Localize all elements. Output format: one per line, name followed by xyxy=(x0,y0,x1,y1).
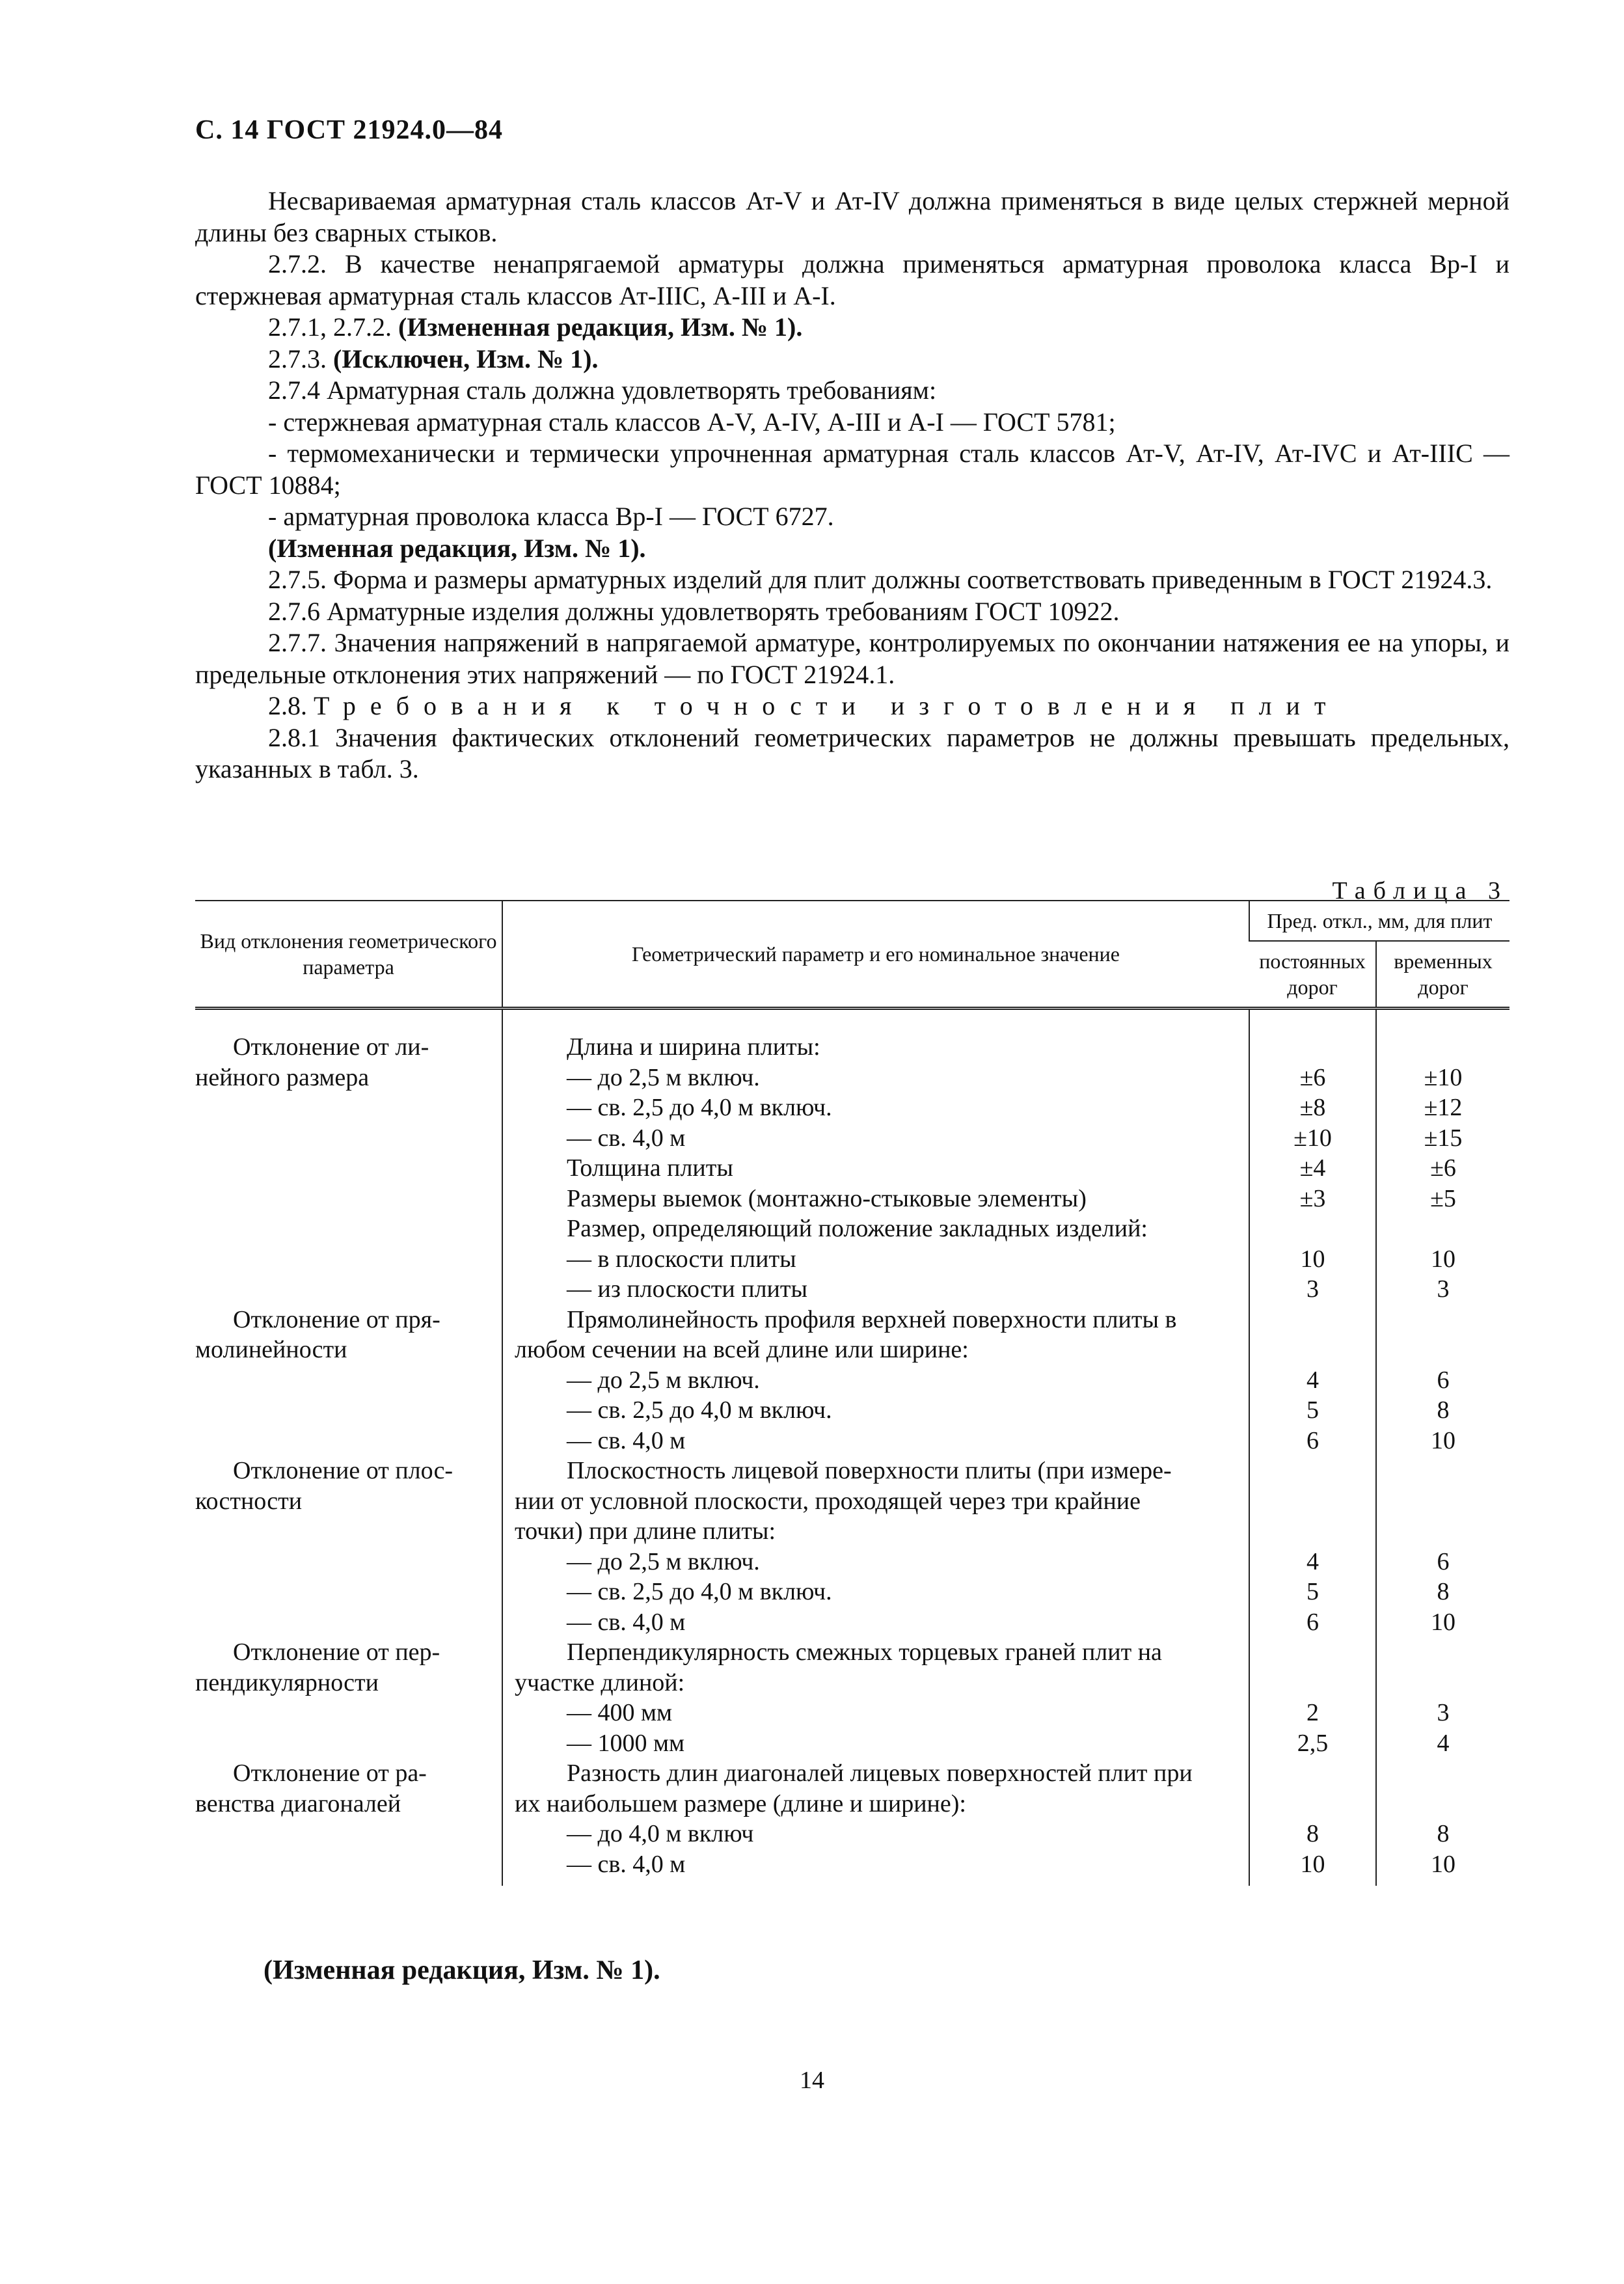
parameter-line: — до 4,0 м включ xyxy=(567,1820,754,1847)
table-row xyxy=(195,1009,1509,1305)
parameter-line: Размеры выемок (монтажно-стыковые элементы) xyxy=(567,1184,1087,1212)
permanent-value: ±3 xyxy=(1299,1184,1326,1212)
parameter-line: — св. 2,5 до 4,0 м включ. xyxy=(567,1094,832,1121)
parameter-line: Разность длин диагоналей лицевых поверхностей плит при xyxy=(567,1760,1193,1787)
deviation-kind-line: Отклонение от ра- xyxy=(233,1760,427,1787)
temporary-roads-cell xyxy=(1376,1305,1509,1456)
permanent-value xyxy=(1250,1335,1375,1365)
deviation-kind-cell xyxy=(195,1456,502,1637)
temporary-value: 10 xyxy=(1431,1245,1455,1273)
table-row xyxy=(195,1456,1509,1637)
body-text xyxy=(195,185,1509,785)
header-temporary: временных дорог xyxy=(1376,941,1509,1009)
parameter-line: — св. 4,0 м xyxy=(567,1850,686,1878)
amendment-note: (Изменная редакция, Изм. № 1). xyxy=(268,533,646,563)
table-row xyxy=(195,1305,1509,1456)
temporary-roads-cell xyxy=(1376,1637,1509,1758)
deviation-kind-line: Отклонение от плос- xyxy=(233,1457,453,1484)
temporary-value xyxy=(1377,1486,1509,1517)
parameter-line: Плоскостность лицевой поверхности плиты (при измере- xyxy=(567,1457,1172,1484)
deviation-kind-line: нейного размера xyxy=(195,1063,370,1091)
permanent-value: 4 xyxy=(1306,1547,1319,1575)
temporary-value: 10 xyxy=(1431,1850,1455,1878)
paragraph-prefix: 2.7.3. xyxy=(268,344,333,374)
list-item: - арматурная проволока класса Вр-I — ГОСТ 6727. xyxy=(268,502,834,531)
table-body xyxy=(195,1009,1509,1886)
parameter-line: — св. 2,5 до 4,0 м включ. xyxy=(567,1578,832,1605)
header-limits: Пред. откл., мм, для плит xyxy=(1249,901,1509,941)
temporary-value: ±12 xyxy=(1424,1094,1463,1121)
temporary-value xyxy=(1377,1516,1509,1547)
temporary-value xyxy=(1377,1637,1509,1668)
permanent-value xyxy=(1250,1305,1375,1335)
paragraph xyxy=(195,312,1509,344)
table-caption: Таблица 3 xyxy=(1332,877,1508,904)
deviation-kind-cell xyxy=(195,1305,502,1456)
permanent-value xyxy=(1250,1758,1375,1789)
paragraph xyxy=(195,344,1509,375)
paragraph: 2.7.5. Форма и размеры арматурных изделий для плит должны соответствовать приведенным в ГОСТ 21924.3. xyxy=(268,565,1493,594)
temporary-value xyxy=(1377,1456,1509,1486)
permanent-value xyxy=(1250,1789,1375,1819)
permanent-value: 3 xyxy=(1306,1275,1319,1303)
deviation-kind-line: Отклонение от пер- xyxy=(233,1638,440,1666)
permanent-value xyxy=(1250,1516,1375,1547)
deviation-kind-line: пендикулярности xyxy=(195,1668,379,1696)
temporary-value: 8 xyxy=(1437,1396,1450,1424)
permanent-value: 6 xyxy=(1306,1608,1319,1636)
permanent-value: 5 xyxy=(1306,1578,1319,1605)
parameter-line: Размер, определяющий положение закладных изделий: xyxy=(567,1215,1148,1242)
amendment-note: (Исключен, Изм. № 1). xyxy=(333,344,599,374)
header-kind: Вид отклонения геометрического параметра xyxy=(195,901,502,1009)
header-permanent: постоянных дорог xyxy=(1249,941,1376,1009)
temporary-value xyxy=(1377,1668,1509,1698)
paragraph-prefix: 2.7.1, 2.7.2. xyxy=(268,312,398,342)
amendment-note: (Измененная редакция, Изм. № 1). xyxy=(398,312,803,342)
permanent-value: ±8 xyxy=(1299,1094,1326,1121)
list-item: - стержневая арматурная сталь классов А-V, А-IV, А-III и А-I — ГОСТ 5781; xyxy=(268,407,1116,437)
permanent-roads-cell xyxy=(1249,1009,1376,1305)
permanent-value: 10 xyxy=(1300,1850,1325,1878)
permanent-roads-cell xyxy=(1249,1637,1376,1758)
page-number: 14 xyxy=(800,2067,824,2094)
temporary-value: 6 xyxy=(1437,1366,1450,1394)
deviation-kind-line: Отклонение от пря- xyxy=(233,1305,440,1333)
permanent-value: ±10 xyxy=(1293,1124,1332,1152)
parameter-cell xyxy=(502,1305,1249,1456)
list-item: - термомеханически и термически упрочненная арматурная сталь классов Ат-V, Ат-IV, Ат-IVС и Ат-IIIС — ГОСТ 10884; xyxy=(195,439,1509,500)
permanent-value xyxy=(1250,1032,1375,1063)
temporary-roads-cell xyxy=(1376,1758,1509,1886)
temporary-value: 4 xyxy=(1437,1729,1450,1757)
permanent-value xyxy=(1250,1214,1375,1244)
temporary-value xyxy=(1377,1758,1509,1789)
section-heading xyxy=(195,690,1509,722)
temporary-value xyxy=(1377,1305,1509,1335)
temporary-value: 8 xyxy=(1437,1578,1450,1605)
parameter-line: Длина и ширина плиты: xyxy=(567,1033,820,1061)
paragraph: 2.7.4 Арматурная сталь должна удовлетворять требованиям: xyxy=(268,375,937,405)
parameter-line: — из плоскости плиты xyxy=(567,1275,808,1303)
temporary-value: 3 xyxy=(1437,1699,1450,1726)
parameter-cell xyxy=(502,1009,1249,1305)
permanent-value: 8 xyxy=(1306,1820,1319,1847)
permanent-value: 2,5 xyxy=(1297,1729,1329,1757)
parameter-line: — 400 мм xyxy=(567,1699,673,1726)
permanent-value xyxy=(1250,1486,1375,1517)
temporary-value xyxy=(1377,1335,1509,1365)
deviation-kind-line: венства диагоналей xyxy=(195,1789,401,1817)
parameter-cell xyxy=(502,1758,1249,1886)
tolerance-table xyxy=(195,900,1509,1886)
permanent-roads-cell xyxy=(1249,1456,1376,1637)
permanent-roads-cell xyxy=(1249,1305,1376,1456)
deviation-kind-cell xyxy=(195,1758,502,1886)
permanent-roads-cell xyxy=(1249,1758,1376,1886)
temporary-value: 10 xyxy=(1431,1426,1455,1454)
parameter-line: Толщина плиты xyxy=(567,1154,733,1182)
permanent-value: 5 xyxy=(1306,1396,1319,1424)
parameter-line: точки) при длине плиты: xyxy=(515,1517,776,1545)
parameter-line: Прямолинейность профиля верхней поверхности плиты в xyxy=(567,1305,1177,1333)
page-header: С. 14 ГОСТ 21924.0—84 xyxy=(195,115,504,145)
parameter-cell xyxy=(502,1456,1249,1637)
deviation-kind-cell xyxy=(195,1009,502,1305)
temporary-roads-cell xyxy=(1376,1456,1509,1637)
permanent-value xyxy=(1250,1456,1375,1486)
parameter-cell xyxy=(502,1637,1249,1758)
parameter-line: — св. 4,0 м xyxy=(567,1608,686,1636)
deviation-kind-cell xyxy=(195,1637,502,1758)
permanent-value xyxy=(1250,1668,1375,1698)
temporary-value: ±6 xyxy=(1430,1154,1456,1182)
paragraph: Несвариваемая арматурная сталь классов Ат-V и Ат-IV должна применяться в виде целых стержней мерной длины без сварных стыков. xyxy=(195,186,1509,247)
temporary-value: 10 xyxy=(1431,1608,1455,1636)
deviation-kind-line: Отклонение от ли- xyxy=(233,1033,429,1061)
temporary-value: 8 xyxy=(1437,1820,1450,1847)
parameter-line: — св. 2,5 до 4,0 м включ. xyxy=(567,1396,832,1424)
header-param: Геометрический параметр и его номинальное значение xyxy=(502,901,1249,1009)
deviation-kind-line: молинейности xyxy=(195,1336,347,1363)
parameter-line: — 1000 мм xyxy=(567,1729,685,1757)
paragraph: 2.7.7. Значения напряжений в напрягаемой арматуре, контролируемых по окончании натяжения ее на упоры, и предельные отклонения этих напряжений — по ГОСТ 21924.1. xyxy=(195,628,1509,689)
paragraph: 2.7.6 Арматурные изделия должны удовлетворять требованиям ГОСТ 10922. xyxy=(268,596,1120,626)
permanent-value: 10 xyxy=(1300,1245,1325,1273)
parameter-line: — до 2,5 м включ. xyxy=(567,1547,760,1575)
permanent-value xyxy=(1250,1637,1375,1668)
temporary-value: 3 xyxy=(1437,1275,1450,1303)
permanent-value: 6 xyxy=(1306,1426,1319,1454)
permanent-value: 2 xyxy=(1306,1699,1319,1726)
permanent-value: ±6 xyxy=(1299,1063,1326,1091)
section-title: Требования к точности изготовления плит xyxy=(314,691,1340,720)
parameter-line: любом сечении на всей длине или ширине: xyxy=(515,1336,969,1363)
parameter-line: — до 2,5 м включ. xyxy=(567,1366,760,1394)
temporary-value xyxy=(1377,1032,1509,1063)
paragraph: 2.8.1 Значения фактических отклонений геометрических параметров не должны превышать предельных, указанных в табл. 3. xyxy=(195,722,1509,783)
table-row xyxy=(195,1637,1509,1758)
footer-note: (Изменная редакция, Изм. № 1). xyxy=(264,1955,660,1985)
parameter-line: нии от условной плоскости, проходящей через три крайние xyxy=(515,1487,1141,1515)
temporary-value: 6 xyxy=(1437,1547,1450,1575)
table-row xyxy=(195,1758,1509,1886)
parameter-line: их наибольшем размере (длине и ширине): xyxy=(515,1789,966,1817)
permanent-value: ±4 xyxy=(1299,1154,1326,1182)
temporary-value xyxy=(1377,1789,1509,1819)
temporary-value: ±10 xyxy=(1424,1063,1463,1091)
temporary-value: ±15 xyxy=(1424,1124,1463,1152)
parameter-line: — до 2,5 м включ. xyxy=(567,1063,760,1091)
section-number: 2.8. xyxy=(268,691,314,720)
parameter-line: — св. 4,0 м xyxy=(567,1426,686,1454)
parameter-line: Перпендикулярность смежных торцевых граней плит на xyxy=(567,1638,1162,1666)
permanent-value: 4 xyxy=(1306,1366,1319,1394)
deviation-kind-line: костности xyxy=(195,1487,303,1515)
parameter-line: участке длиной: xyxy=(515,1668,685,1696)
parameter-line: — в плоскости плиты xyxy=(567,1245,796,1273)
temporary-roads-cell xyxy=(1376,1009,1509,1305)
paragraph: 2.7.2. В качестве ненапрягаемой арматуры должна применяться арматурная проволока класса Вр-I и стержневая арматурная сталь классов Ат-IIIС, А-III и А-I. xyxy=(195,249,1509,310)
temporary-value: ±5 xyxy=(1430,1184,1456,1212)
temporary-value xyxy=(1377,1214,1509,1244)
parameter-line: — св. 4,0 м xyxy=(567,1124,686,1152)
